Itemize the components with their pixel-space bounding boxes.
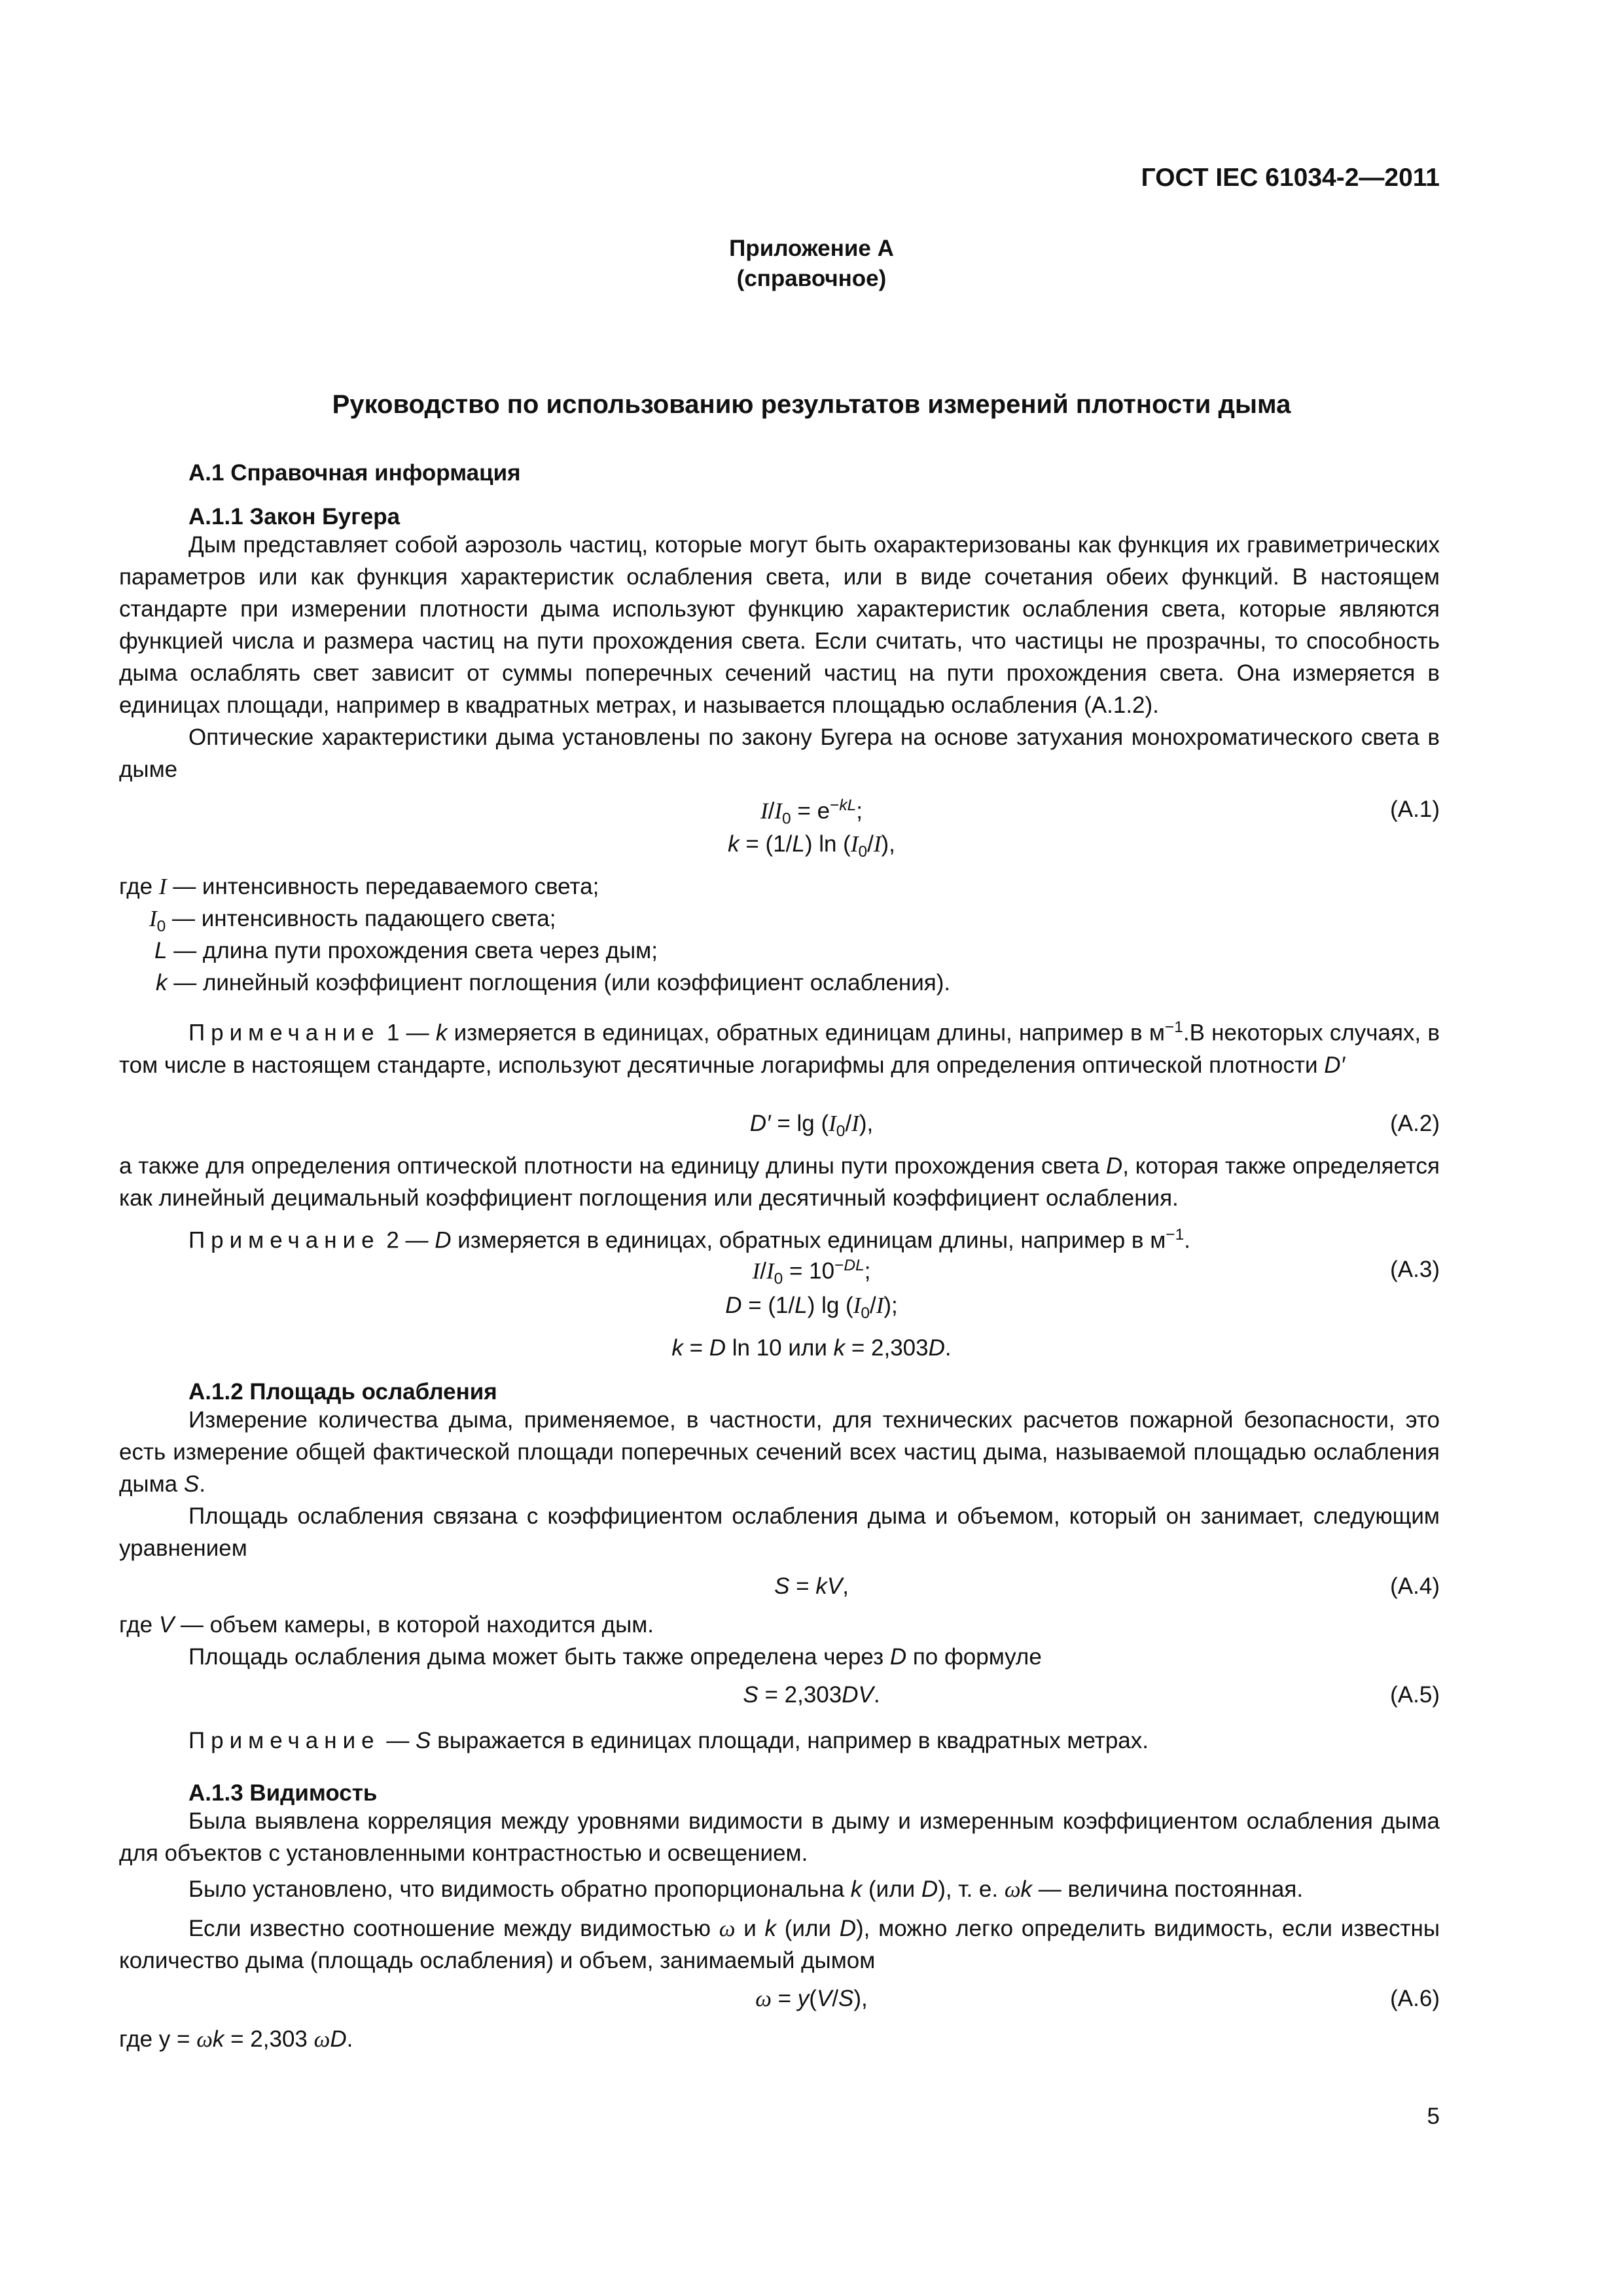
page-title: Руководство по использованию результатов измерений плотности дыма xyxy=(332,390,1291,419)
paragraph-smoke-description: Дым представляет собой аэрозоль частиц, которые могут быть охарактеризованы как функция их гравиметрических параметров или как функция характеристик ослабления света, или в виде сочетания обеих функций. В настоящем стандарте при измерении плотности дыма используют функцию характеристик ослабления света, которые являются функцией числа и размера частиц на пути прохождения света. Если считать, что частицы не прозрачны, то способность дыма ослаблять свет зависит от суммы поперечных сечений частиц на пути прохождения света. Она измеряется в единицах площади, например в квадратных метрах, и называется площадью ослабления (A.1.2). xyxy=(119,532,1440,718)
appendix-type: (справочное) xyxy=(736,266,887,291)
where-i: где I — интенсивность передаваемого света; xyxy=(119,874,599,899)
where-i0: $I_0$ — интенсивность падающего света; xyxy=(149,906,556,935)
page-number: 5 xyxy=(1427,2104,1440,2129)
paragraph-smoke-area: Измерение количества дыма, применяемое, в частности, для технических расчетов пожарной безопасности, это есть измерение общей фактической площади поперечных сечений всех частиц дыма, называемой площадью ослабления дыма S. xyxy=(119,1407,1440,1497)
equation-a3-line3: k = D ln 10 или k = 2,303D. xyxy=(671,1335,952,1361)
equation-a5: S = 2,303DV. xyxy=(743,1682,880,1708)
paragraph-optical-density-unit-length: а также для определения оптической плотности на единицу длины пути прохождения света D, которая также определяется как линейный децимальный коэффициент поглощения или десятичный коэффициент ослабления. xyxy=(119,1153,1440,1211)
equation-a1-line2: k = (1/L) $\ln (I_0/I)$, xyxy=(728,831,895,861)
note-3: Примечание — S выражается в единицах площади, например в квадратных метрах. xyxy=(188,1728,1149,1753)
where-v: где V — объем камеры, в которой находится дым. xyxy=(119,1612,654,1638)
paragraph-area-via-d: Площадь ослабления дыма может быть также определена через D по формуле xyxy=(188,1644,1042,1670)
note-2: Примечание 2 — D измеряется в единицах, обратных единицам длины, например в $м^{-1}$. xyxy=(188,1226,1190,1253)
paragraph-visibility-determination: Если известно соотношение между видимостью ω и k (или D), можно легко определить видимость, если известны количество дыма (площадь ослабления) и объем, занимаемый дымом xyxy=(119,1916,1440,1973)
equation-a4: S = kV, xyxy=(774,1573,849,1599)
section-heading-a1: A.1 Справочная информация xyxy=(188,460,521,486)
equation-a1-number: (А.1) xyxy=(1390,797,1440,822)
equation-a4-number: (А.4) xyxy=(1390,1573,1440,1599)
paragraph-optical-characteristics: Оптические характеристики дыма установлены по закону Бугера на основе затухания монохроматического света в дыме xyxy=(119,725,1440,782)
note-2-label: Примечание xyxy=(188,1227,380,1253)
where-l: L — длина пути прохождения света через дым; xyxy=(154,938,658,963)
paragraph-area-relation: Площадь ослабления связана с коэффициентом ослабления дыма и объемом, который он занимает, следующим уравнением xyxy=(119,1503,1440,1561)
equation-a6-number: (А.6) xyxy=(1390,1986,1440,2011)
paragraph-visibility-proportional: Было установлено, что видимость обратно пропорциональна k (или D), т. е. ωk — величина постоянная. xyxy=(188,1876,1304,1902)
equation-a2-number: (А.2) xyxy=(1390,1111,1440,1136)
note-1-label: Примечание xyxy=(188,1020,380,1046)
equation-a3-line2: D = (1/L) $\lg (I_0/I)$; xyxy=(725,1293,898,1322)
standard-code: ГОСТ IEC 61034-2—2011 xyxy=(1141,164,1440,192)
note-1: Примечание 1 — k измеряется в единицах, обратных единицам длины, например в $м^{-1}.В$ некоторых случаях, в том числе в настоящем стандарте, используют десятичные логарифмы для определения оптической плотности D′ xyxy=(119,1018,1440,1078)
where-y: где у = ωk = 2,303 ωD. xyxy=(119,2026,353,2052)
equation-a1-line1: $I/I_0 = e^{-kL}$; xyxy=(760,797,863,828)
section-heading-a12: A.1.2 Площадь ослабления xyxy=(188,1379,497,1405)
section-heading-a11: A.1.1 Закон Бугера xyxy=(188,504,401,529)
paragraph-visibility-correlation: Была выявлена корреляция между уровнями видимости в дыму и измеренным коэффициентом ослабления дыма для объектов с установленными контрастностью и освещением. xyxy=(119,1808,1440,1866)
note-3-label: Примечание xyxy=(188,1728,380,1753)
equation-a3-number: (А.3) xyxy=(1390,1257,1440,1282)
equation-a6: ω = y(V/S), xyxy=(755,1986,868,2011)
appendix-label: Приложение А xyxy=(729,236,894,261)
equation-a2: $D' = \lg (I_0/I)$, xyxy=(749,1111,874,1140)
equation-a5-number: (А.5) xyxy=(1390,1682,1440,1708)
section-heading-a13: A.1.3 Видимость xyxy=(188,1780,378,1806)
equation-a3-line1: $I/I_0 = 10^{-DL}$; xyxy=(752,1257,871,1288)
where-k: k — линейный коэффициент поглощения (или коэффициент ослабления). xyxy=(156,970,951,996)
